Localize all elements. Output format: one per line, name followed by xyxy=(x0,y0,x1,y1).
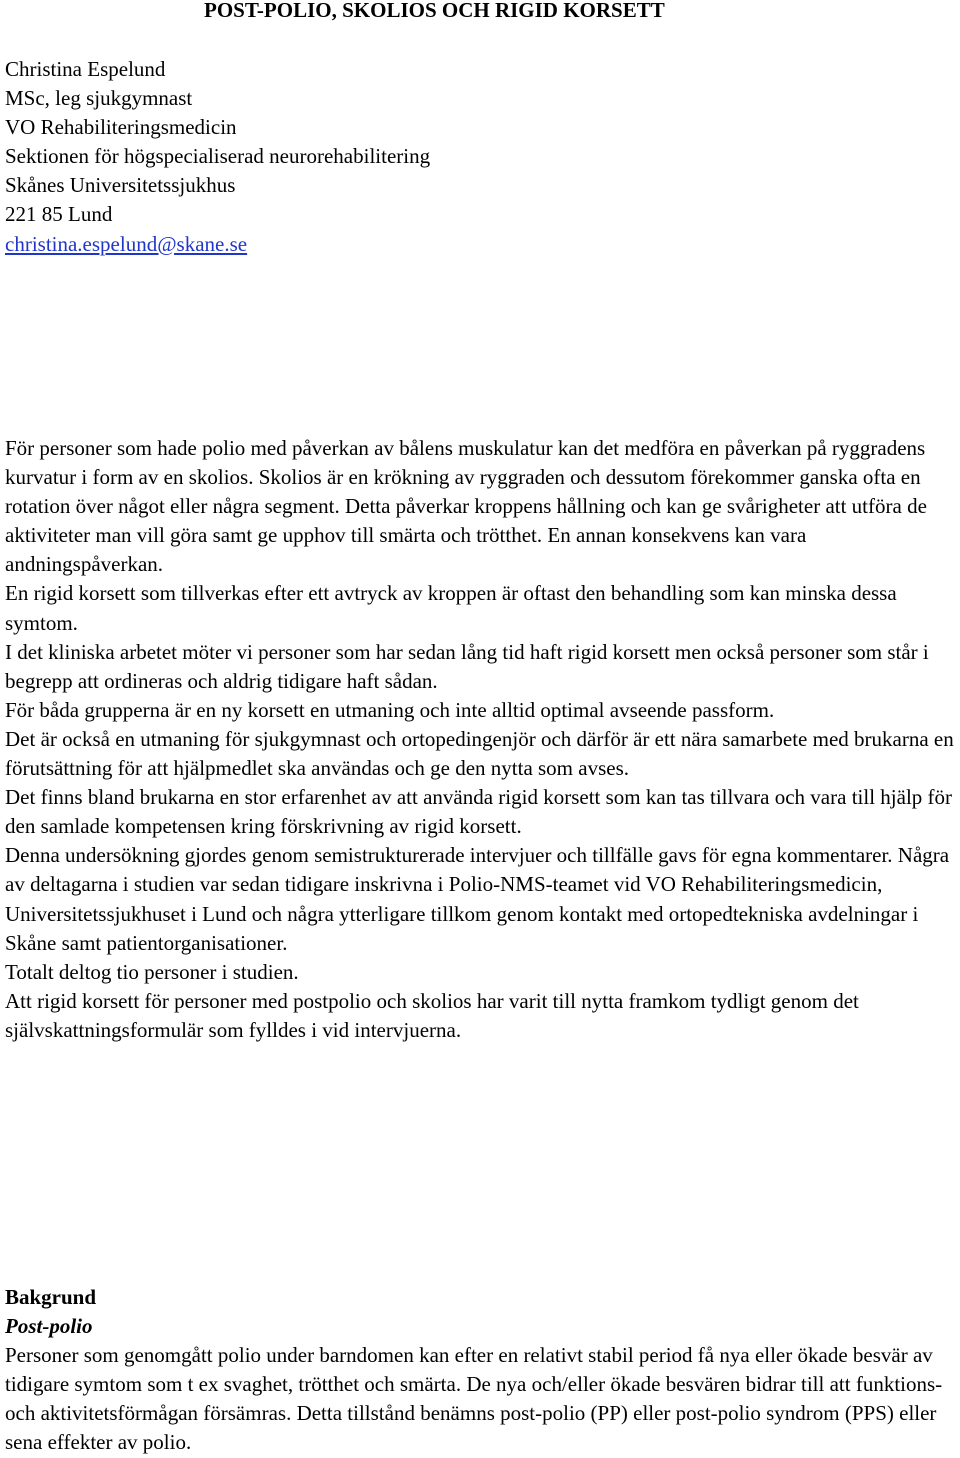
paragraph: I det kliniska arbetet möter vi personer som har sedan lång tid haft rigid korsett men också personer som står i begrepp att ordineras och aldrig tidigare haft sådan. xyxy=(5,639,929,693)
paragraph: Det är också en utmaning för sjukgymnast och ortopedingenjör och därför är ett nära samarbete med brukarna en förutsättning för att hjälpmedlet ska användas och ge den nytta som avses. xyxy=(5,726,954,781)
paragraph: Det finns bland brukarna en stor erfarenhet av att använda rigid korsett som kan tas tillvara och vara till hjälp för den samlade kompetensen kring förskrivning av rigid korsett. xyxy=(5,785,953,839)
document-title: POST-POLIO, SKOLIOS OCH RIGID KORSETT xyxy=(204,0,665,22)
author-block xyxy=(5,55,430,259)
author-email-link[interactable]: christina.espelund@skane.se xyxy=(5,231,248,256)
author-city: 221 85 Lund xyxy=(5,202,113,227)
author-department: VO Rehabiliteringsmedicin xyxy=(5,115,237,140)
paragraph: Personer som genomgått polio under barndomen kan efter en relativt stabil period få nya eller ökade besvär av tidigare symtom som t ex svaghet, trötthet och smärta. De nya och/eller ökade besvären bidrar till att funktions- och aktivitetsförmågan försämras. Detta tillstånd benämns post-polio (PP) eller post-polio syndrom (PPS) eller sena effekter av polio. xyxy=(5,1343,943,1455)
author-section: Sektionen för högspecialiserad neurorehabilitering xyxy=(5,144,431,169)
author-name: Christina Espelund xyxy=(5,57,166,81)
author-credentials: MSc, leg sjukgymnast xyxy=(5,86,193,111)
body-text xyxy=(5,434,957,1045)
paragraph: För personer som hade polio med påverkan av bålens muskulatur kan det medföra en påverkan på ryggradens kurvatur i form av en skolios. Skolios är en krökning av ryggraden och dessutom förekommer ganska ofta en rotation över något eller några segment. Detta påverkar kroppens hållning och kan ge svårigheter att utföra de aktiviteter man vill göra samt ge upphov till smärta och trötthet. En annan konsekvens kan vara andningspåverkan. xyxy=(5,436,927,577)
section-heading: Bakgrund xyxy=(5,1285,97,1309)
paragraph: En rigid korsett som tillverkas efter ett avtryck av kroppen är oftast den behandling som kan minska dessa symtom. xyxy=(5,581,897,635)
paragraph: Totalt deltog tio personer i studien. xyxy=(5,959,299,984)
paragraph: Denna undersökning gjordes genom semistrukturerade intervjuer och tillfälle gavs för egna kommentarer. Några av deltagarna i studien var sedan tidigare inskrivna i Polio-NMS-teamet vid VO Rehabiliteringsmedicin, Universitetssjukhuset i Lund och några ytterligare tillkom genom kontakt med ortopedtekniska avdelningar i Skåne samt patientorganisationer. xyxy=(5,843,950,955)
paragraph: Att rigid korsett för personer med postpolio och skolios har varit till nytta framkom tydligt genom det självskattningsformulär som fylldes i vid intervjuerna. xyxy=(5,988,859,1042)
section-subheading: Post-polio xyxy=(5,1314,93,1339)
background-section xyxy=(5,1283,957,1458)
author-hospital: Skånes Universitetssjukhus xyxy=(5,173,236,198)
paragraph: För båda grupperna är en ny korsett en utmaning och inte alltid optimal avseende passform. xyxy=(5,697,775,722)
